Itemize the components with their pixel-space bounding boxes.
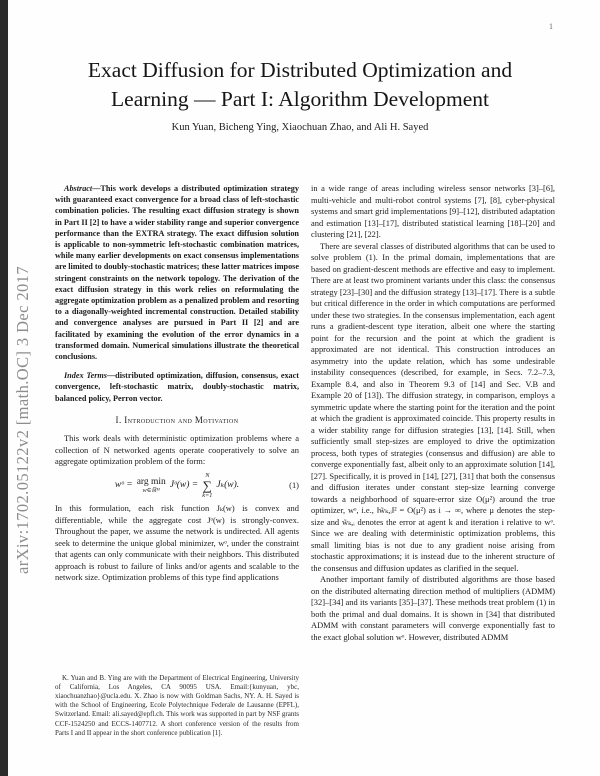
sum-symbol: ∑ <box>202 478 212 494</box>
equation-lhs: wᵒ = <box>114 480 133 491</box>
abstract-text: —This work develops a distributed optimization strategy with guaranteed exact convergence for a broad class of left-stochastic combination policies. The resulting exact diffusion strategy is shown in Part II [2] to have a wider stability range and superior convergence performance than the EXTRA strategy. The exact diffusion solution is applicable to non-symmetric left-stochastic combination matrices, while many earlier developments on exact consensus implementations are limited to doubly-stochastic matrices; these latter matrices impose stringent constraints on the network topology. The derivation of the exact diffusion strategy in this work relies on reformulating the aggregate optimization problem as a penalized problem and resorting to a diagonally-weighted incremental construction. Detailed stability and convergence analyses are pursued in Part II [2] and are facilitated by examining the evolution of the error dynamics in a transformed domain. Numerical simulations illustrate the theoretical conclusions. <box>55 184 299 362</box>
two-column-body <box>55 183 555 745</box>
arxiv-identifier-watermark: arXiv:1702.05122v2 [math.OC] 3 Dec 2017 <box>13 266 32 574</box>
sum-upper-limit: N <box>205 471 210 479</box>
argmin-constraint: w∈ℝᴹ <box>142 487 160 495</box>
summation-operator <box>202 473 212 499</box>
page-number: 1 <box>549 22 553 31</box>
left-column <box>55 183 299 745</box>
equation-1 <box>55 473 299 499</box>
index-terms-lead-in: Index Terms <box>64 371 107 381</box>
section-heading-introduction: I. Introduction and Motivation <box>115 414 239 425</box>
scan-edge-strip <box>0 0 8 776</box>
intro-paragraph-4: There are several classes of distributed algorithms that can be used to solve problem (1). In the primal domain, implementations that are based on gradient-descent methods are effective and easy to implement. There are at least two prominent variants under this class: the consensus strategy [23]–[30] and the diffusion strategy [13]–[17]. There is a subtle but critical difference in the order in which computations are performed under these two strategies. In the consensus implementation, each agent runs a gradient-descent type iteration, albeit one where the starting point for the recursion and the point at which the gradient is approximated are not identical. This construction introduces an asymmetry into the update relation, which has some undesirable instability consequences (described, for example, in Secs. 7.2–7.3, Example 8.4, and also in Theorem 9.3 of [14] and Sec. V.B and Example 20 of [13]). The diffusion strategy, in comparison, employs a symmetric update where the starting point for the iteration and the point at which the gradient is approximated coincide. This property results in a wider stability range for diffusion strategies [13], [14]. Still, when sufficiently small step-sizes are employed to drive the optimization process, both types of strategies (consensus and diffusion) are able to converge exponentially fast, albeit only to an approximate solution [14], [27]. Specifically, it is proved in [14], [27], [31] that both the consensus and diffusion iterates under constant step-size learning converge towards a neighborhood of square-error size O(μ²) around the true optimizer, wᵒ, i.e., ‖w̃ₖ,ᵢ‖² = O(μ²) as i → ∞, where μ denotes the step-size and w̃ₖ,ᵢ denotes the error at agent k and iteration i relative to wᵒ. Since we are dealing with deterministic optimization problems, this small limiting bias is not due to any gradient noise arising from stochastic approximations; it is instead due to the inherent structure of the consensus and diffusion updates as clarified in the sequel. <box>311 240 555 573</box>
author-affiliation-footnote: K. Yuan and B. Ying are with the Department of Electrical Engineering, University of California, Los Angeles, CA 90095 USA. Email:{kunyuan, ybc, xiaochuanzhao}@ucla.edu. X. Zhao is now with Goldman Sachs, NY. A. H. Sayed is with the School of Engineering, Ecole Polytechnique Federale de Lausanne (EPFL), Switzerland. Email: ali.sayed@epfl.ch. This work was supported in part by NSF grants CCF-1524250 and ECCS-1407712. A short conference version of the results from Parts I and II appear in the short conference publication [1]. <box>55 673 299 737</box>
paper-authors: Kun Yuan, Bicheng Ying, Xiaochuan Zhao, and Ali H. Sayed <box>171 122 429 133</box>
intro-paragraph-1: This work deals with deterministic optimization problems where a collection of N networked agents operate cooperatively to solve an aggregate optimization problem of the form: <box>55 433 299 467</box>
paper-title <box>40 56 560 113</box>
equation-number: (1) <box>289 480 299 491</box>
intro-paragraph-5: Another important family of distributed algorithms are those based on the distributed alternating direction method of multipliers (ADMM) [32]–[34] and its variants [35]–[37]. These methods treat problem (1) in both the primal and dual domains. It is shown in [34] that distributed ADMM with constant parameters will converge exponentially fast to the exact global solution wᵒ. However, distributed ADMM <box>311 574 555 642</box>
sum-lower-limit: k=1 <box>202 491 213 499</box>
index-terms-text: —distributed optimization, diffusion, consensus, exact convergence, left-stochastic matrix, doubly-stochastic matrix, balanced policy, Perron vector. <box>55 371 299 403</box>
abstract <box>55 183 299 362</box>
right-column <box>311 183 555 745</box>
index-terms <box>55 370 299 404</box>
intro-paragraph-2: In this formulation, each risk function Jₖ(w) is convex and differentiable, while the aggregate cost Jᵒ(w) is strongly-convex. Throughout the paper, we assume the network is undirected. All agents seek to determine the unique global minimizer, wᵒ, under the constraint that agents can only communicate with their neighbors. This distributed approach is robust to failure of links and/or agents and scalable to the network size. Optimization problems of this type find applications <box>55 503 299 583</box>
risk-function-term: Jₖ(w). <box>216 480 240 491</box>
paper-title-line1: Exact Diffusion for Distributed Optimization and <box>87 58 513 82</box>
argmin-label: arg min <box>136 476 166 487</box>
abstract-lead-in: Abstract <box>64 184 93 193</box>
intro-paragraph-3: in a wide range of areas including wireless sensor networks [3]–[6], multi-vehicle and multi-robot control systems [7], [8], cyber-physical systems and smart grid implementations [9]–[12], distributed adaptation and estimation [13]–[17], distributed statistical learning [18]–[20] and clustering [21], [22]. <box>311 183 555 239</box>
paper-title-line2: Learning — Part I: Algorithm Development <box>111 86 489 111</box>
argmin-operator <box>137 478 166 495</box>
paper-header <box>40 56 560 133</box>
aggregate-cost-term: Jᵒ(w) = <box>169 480 199 491</box>
